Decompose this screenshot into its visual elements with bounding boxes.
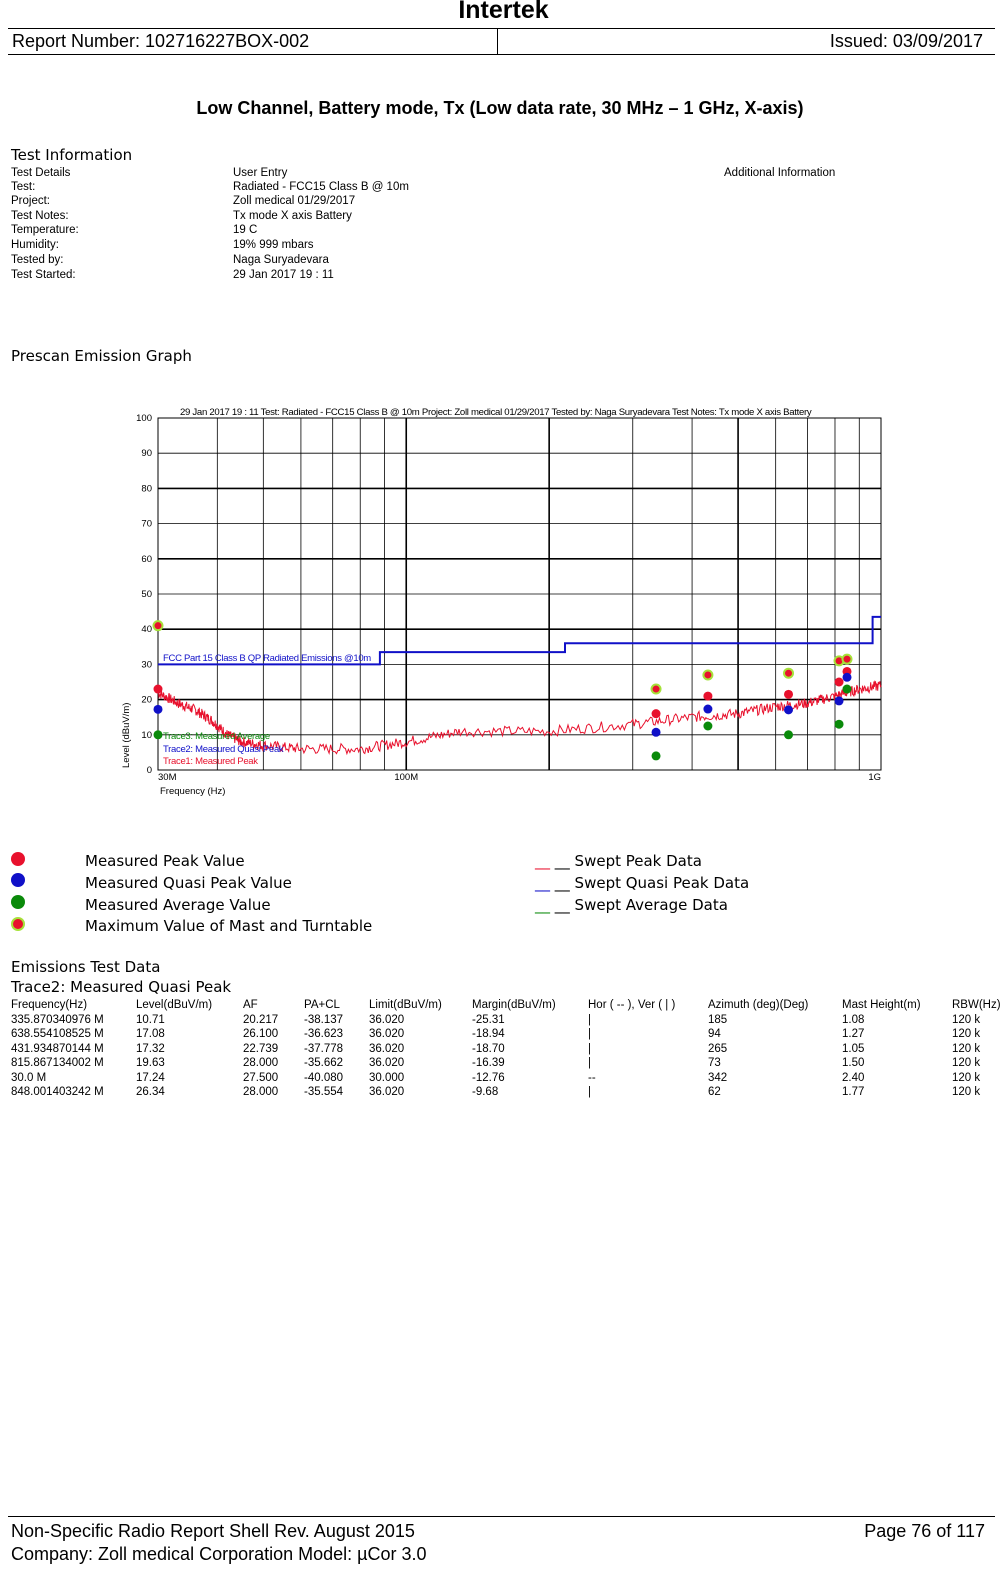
cell-level: 26.34 [136, 1086, 165, 1099]
x-tick-label: 100M [394, 772, 419, 783]
cell-frequency: 431.934870144 M [11, 1042, 104, 1055]
footer-company-model: Company: Zoll medical Corporation Model: µCor 3.0 [11, 1544, 427, 1564]
cell-mast-height: 1.08 [842, 1013, 865, 1026]
cell-polarization: | [588, 1057, 591, 1070]
x-axis-label: Frequency (Hz) [160, 786, 226, 797]
cell-polarization: | [588, 1013, 591, 1026]
cell-polarization: | [588, 1042, 591, 1055]
cell-rbw: 120 k [952, 1042, 981, 1055]
cell-level: 10.71 [136, 1013, 165, 1026]
cell-pacl: -36.623 [304, 1028, 344, 1041]
prescan-emission-chart [110, 400, 900, 800]
th-rbw: RBW(Hz) [952, 999, 1001, 1012]
th-azimuth: Azimuth (deg)(Deg) [708, 999, 809, 1012]
ti-value-temperature: 19 C [233, 224, 258, 236]
ti-label-test-started: Test Started: [11, 269, 76, 281]
legend-swept-quasi: __ __ Swept Quasi Peak Data [535, 874, 750, 892]
peak-trace-line [158, 681, 881, 753]
cell-margin: -25.31 [472, 1013, 505, 1026]
th-polarization: Hor ( -- ), Ver ( | ) [588, 999, 676, 1012]
ti-label-humidity: Humidity: [11, 239, 59, 251]
cell-azimuth: 185 [708, 1013, 728, 1026]
report-number: Report Number: 102716227BOX-002 [12, 31, 310, 51]
y-tick-label: 20 [141, 694, 152, 706]
th-frequency: Frequency(Hz) [11, 999, 88, 1012]
legend-max-dot [11, 917, 25, 931]
measured-average-marker [835, 720, 844, 729]
cell-mast-height: 1.50 [842, 1057, 865, 1070]
measured-average-marker [784, 730, 793, 739]
th-mast-height: Mast Height(m) [842, 999, 921, 1012]
measured-peak-marker [652, 709, 661, 718]
measured-peak-marker [154, 685, 163, 694]
trace2-label: Trace2: Measured Quasi Peak [163, 744, 284, 755]
cell-azimuth: 73 [708, 1057, 721, 1070]
cell-level: 17.08 [136, 1028, 165, 1041]
y-tick-label: 90 [141, 448, 152, 460]
col-additional-info: Additional Information [724, 167, 836, 179]
y-tick-label: 80 [141, 483, 152, 495]
footer-shell-revision: Non-Specific Radio Report Shell Rev. August 2015 [11, 1521, 415, 1541]
cell-af: 28.000 [243, 1057, 279, 1070]
legend-swept-average: __ __ Swept Average Data [535, 896, 728, 914]
cell-azimuth: 265 [708, 1042, 728, 1055]
ti-value-humidity: 19% 999 mbars [233, 239, 314, 251]
cell-frequency: 815.867134002 M [11, 1057, 104, 1070]
measured-average-marker [652, 751, 661, 760]
table-row [11, 1042, 1001, 1057]
cell-pacl: -40.080 [304, 1071, 344, 1084]
cell-af: 28.000 [243, 1086, 279, 1099]
cell-margin: -16.39 [472, 1057, 505, 1070]
cell-frequency: 335.870340976 M [11, 1013, 104, 1026]
peak-trace-group [158, 681, 881, 753]
cell-pacl: -38.137 [304, 1013, 344, 1026]
test-information-heading: Test Information [11, 146, 133, 164]
legend-peak-dot [11, 852, 25, 866]
ti-value-notes: Tx mode X axis Battery [233, 210, 352, 222]
legend-swept-peak-text: __ Swept Peak Data [554, 852, 702, 870]
cell-frequency: 848.001403242 M [11, 1086, 104, 1099]
max-mast-turntable-marker [652, 685, 661, 694]
ti-value-project: Zoll medical 01/29/2017 [233, 195, 356, 207]
cell-margin: -18.70 [472, 1042, 505, 1055]
cell-rbw: 120 k [952, 1028, 981, 1041]
cell-limit: 36.020 [369, 1057, 405, 1070]
cell-rbw: 120 k [952, 1013, 981, 1026]
ti-label-test: Test: [11, 181, 36, 193]
footer-page-number: Page 76 of 117 [864, 1521, 985, 1541]
cell-polarization: | [588, 1028, 591, 1041]
cell-azimuth: 62 [708, 1086, 721, 1099]
cell-rbw: 120 k [952, 1086, 981, 1099]
cell-pacl: -37.778 [304, 1042, 344, 1055]
cell-pacl: -35.662 [304, 1057, 344, 1070]
table-row [11, 1027, 1001, 1042]
x-tick-label: 30M [158, 772, 177, 783]
legend-swept-average-text: __ Swept Average Data [554, 896, 728, 914]
cell-polarization: | [588, 1086, 591, 1099]
col-user-entry: User Entry [233, 167, 288, 179]
cell-limit: 36.020 [369, 1086, 405, 1099]
measured-average-marker [843, 685, 852, 694]
legend-swept-peak: __ __ Swept Peak Data [535, 852, 702, 870]
cell-azimuth: 342 [708, 1071, 728, 1084]
y-tick-label: 100 [136, 413, 152, 424]
cell-azimuth: 94 [708, 1028, 721, 1041]
cell-mast-height: 1.77 [842, 1086, 865, 1099]
legend-quasi-label: Measured Quasi Peak Value [85, 874, 292, 892]
x-tick-label: 1G [868, 772, 881, 783]
measured-peak-marker [703, 692, 712, 701]
max-mast-turntable-marker [703, 670, 712, 679]
max-mast-turntable-marker [784, 669, 793, 678]
th-margin: Margin(dBuV/m) [472, 999, 556, 1012]
measured-quasi-peak-marker [784, 705, 793, 714]
table-row [11, 1071, 1001, 1086]
cell-limit: 30.000 [369, 1071, 405, 1084]
measured-quasi-peak-marker [154, 705, 163, 714]
ti-value-tested-by: Naga Suryadevara [233, 254, 329, 266]
cell-mast-height: 2.40 [842, 1071, 865, 1084]
trace3-label: Trace3: Measured Average [163, 731, 270, 742]
cell-af: 26.100 [243, 1028, 279, 1041]
page-title: Low Channel, Battery mode, Tx (Low data rate, 30 MHz – 1 GHz, X-axis) [196, 98, 804, 118]
cell-af: 22.739 [243, 1042, 279, 1055]
th-level: Level(dBuV/m) [136, 999, 213, 1012]
measured-peak-marker [835, 678, 844, 687]
cell-mast-height: 1.05 [842, 1042, 865, 1055]
legend-swept-quasi-text: __ Swept Quasi Peak Data [554, 874, 750, 892]
cell-margin: -12.76 [472, 1071, 505, 1084]
prescan-heading: Prescan Emission Graph [11, 347, 192, 365]
legend-average-dot [11, 895, 25, 909]
table-header-row [11, 998, 1001, 1013]
y-tick-label: 30 [141, 659, 152, 671]
quasi-peak-table [11, 998, 1001, 1100]
emissions-subheading: Trace2: Measured Quasi Peak [11, 978, 232, 996]
footer-rule [8, 1516, 995, 1517]
cell-margin: -18.94 [472, 1028, 505, 1041]
header-top-rule [8, 28, 995, 29]
cell-margin: -9.68 [472, 1086, 499, 1099]
legend-max-label: Maximum Value of Mast and Turntable [85, 917, 373, 935]
table-row [11, 1013, 1001, 1028]
ti-label-notes: Test Notes: [11, 210, 69, 222]
cell-frequency: 30.0 M [11, 1071, 47, 1084]
ti-label-temperature: Temperature: [11, 224, 79, 236]
chart-labels-group [121, 407, 812, 797]
emissions-heading: Emissions Test Data [11, 958, 161, 976]
header-divider [497, 29, 498, 54]
measured-quasi-peak-marker [703, 705, 712, 714]
cell-limit: 36.020 [369, 1042, 405, 1055]
ti-label-project: Project: [11, 195, 50, 207]
th-pacl: PA+CL [304, 999, 340, 1012]
cell-frequency: 638.554108525 M [11, 1028, 104, 1041]
table-row [11, 1056, 1001, 1071]
y-tick-label: 40 [141, 624, 152, 636]
measured-average-marker [703, 722, 712, 731]
ti-label-tested-by: Tested by: [11, 254, 64, 266]
cell-level: 17.32 [136, 1042, 165, 1055]
cell-rbw: 120 k [952, 1071, 981, 1084]
col-test-details: Test Details [11, 167, 71, 179]
cell-polarization: -- [588, 1071, 596, 1084]
th-limit: Limit(dBuV/m) [369, 999, 442, 1012]
legend-quasi-dot [11, 873, 25, 887]
cell-af: 20.217 [243, 1013, 279, 1026]
y-tick-label: 0 [146, 765, 152, 776]
th-af: AF [243, 999, 258, 1012]
measured-average-marker [154, 730, 163, 739]
cell-limit: 36.020 [369, 1028, 405, 1041]
trace1-label: Trace1: Measured Peak [163, 756, 258, 767]
ti-value-test: Radiated - FCC15 Class B @ 10m [233, 181, 409, 193]
header-bottom-rule [8, 54, 995, 55]
y-tick-label: 60 [141, 553, 152, 565]
chart-title: 29 Jan 2017 19 : 11 Test: Radiated - FCC15 Class B @ 10m Project: Zoll medical 01/29/2017 Tested by: Naga Suryadevara Test Notes: Tx mode X axis Battery [180, 407, 812, 418]
y-axis-label: Level (dBuV/m) [121, 702, 132, 768]
measured-quasi-peak-marker [652, 728, 661, 737]
measured-quasi-peak-marker [835, 696, 844, 705]
cell-pacl: -35.554 [304, 1086, 344, 1099]
legend-average-label: Measured Average Value [85, 896, 271, 914]
legend-peak-label: Measured Peak Value [85, 852, 245, 870]
y-tick-label: 50 [141, 589, 152, 600]
measured-quasi-peak-marker [843, 673, 852, 682]
y-tick-label: 10 [141, 729, 152, 741]
cell-mast-height: 1.27 [842, 1028, 865, 1041]
issued-date: Issued: 03/09/2017 [829, 31, 983, 51]
measured-peak-marker [784, 690, 793, 699]
y-tick-label: 70 [141, 518, 152, 530]
company-name: Intertek [458, 0, 549, 24]
ti-value-test-started: 29 Jan 2017 19 : 11 [233, 269, 334, 281]
cell-limit: 36.020 [369, 1013, 405, 1026]
cell-level: 19.63 [136, 1057, 165, 1070]
max-mast-turntable-marker [843, 655, 852, 664]
cell-af: 27.500 [243, 1071, 279, 1084]
cell-level: 17.24 [136, 1071, 165, 1084]
max-mast-turntable-marker [154, 621, 163, 630]
cell-rbw: 120 k [952, 1057, 981, 1070]
limit-label: FCC Part 15 Class B QP Radiated Emissions @10m [163, 653, 371, 664]
table-row [11, 1085, 1001, 1100]
